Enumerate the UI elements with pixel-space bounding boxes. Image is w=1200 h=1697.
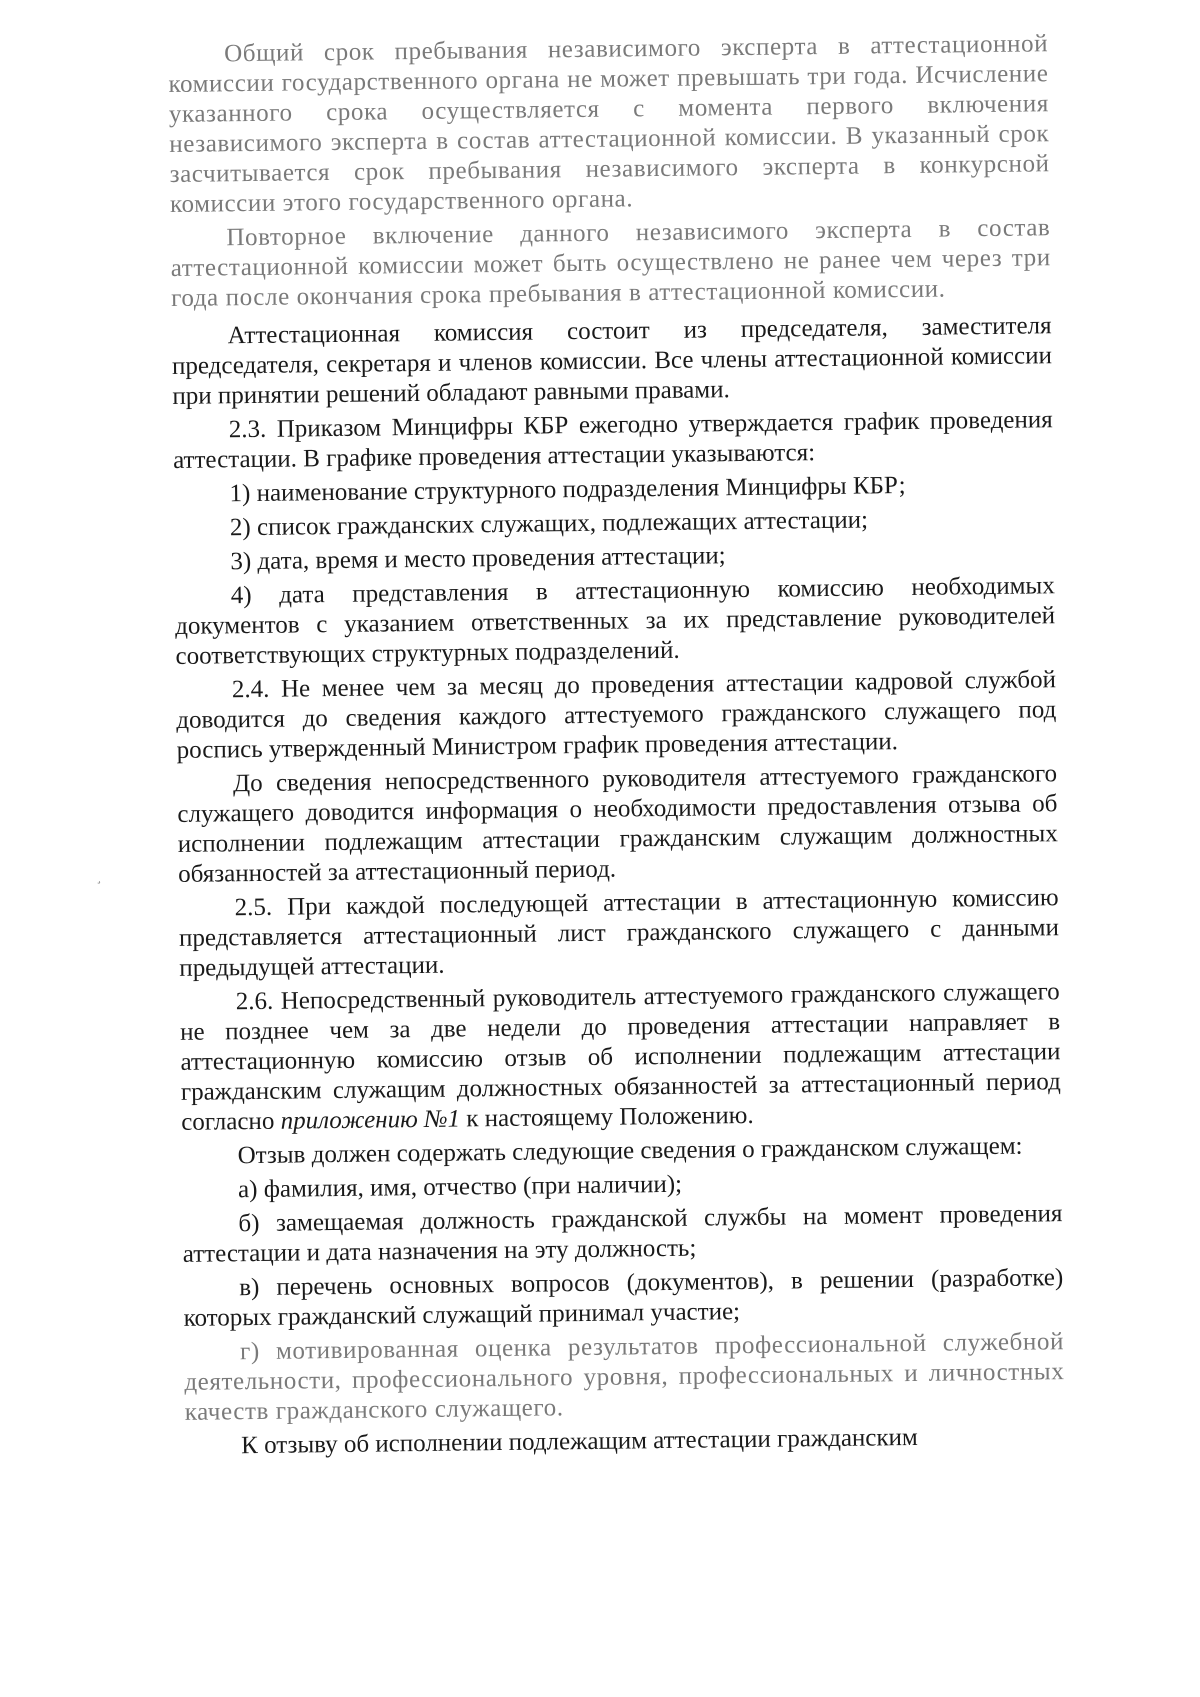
paragraph-expert-term: Общий срок пребывания независимого эксперта в аттестационной комиссии государственного органа не может превышать три года. Исчисление указанного срока осуществляется с момента первого включения независимого эксперта в состав аттестационной комиссии. В указанный срок засчитывается срок пребывания независимого эксперта в конкурсной комиссии этого государственного органа. [168,30,1050,218]
list-item-g: г) мотивированная оценка результатов профессиональной служебной деятельности, профессионального уровня, профессиональных и личностных качеств гражданского служащего. [184,1328,1065,1426]
paragraph-2-6-text-end: к настоящему Положению. [459,1101,754,1133]
document-body [168,29,1065,1466]
paragraph-2-4: 2.4. Не менее чем за месяц до проведения аттестации кадровой службой доводится до сведения каждого аттестуемого гражданского служащего под роспись утвержденный Министром график проведения аттестации. [176,666,1057,764]
list-item-4: 4) дата представления в аттестационную комиссию необходимых документов с указанием ответственных за их представление руководителей соответствующих структурных подразделений. [175,572,1056,670]
appendix-reference: приложению №1 [280,1105,461,1135]
paragraph-review-attachment: К отзыву об исполнении подлежащим аттестации гражданским [241,1423,918,1460]
paragraph-2-5: 2.5. При каждой последующей аттестации в аттестационную комиссию представляется аттестационный лист гражданского служащего с данными предыдущей аттестации. [178,884,1060,982]
list-item-3: 3) дата, время и место проведения аттестации; [230,542,726,576]
paragraph-commission-composition: Аттестационная комиссия состоит из председателя, заместителя председателя, секретаря и членов комиссии. Все члены аттестационной комиссии при принятии решений обладают равными правами. [171,312,1053,410]
list-item-v: в) перечень основных вопросов (документов), в решении (разработке) которых гражданский служащий принимал участие; [183,1264,1064,1332]
paragraph-2-3: 2.3. Приказом Минцифры КБР ежегодно утверждается график проведения аттестации. В графике проведения аттестации указываются: [172,406,1053,474]
scan-margin-mark: ¸ [96,870,102,884]
paragraph-2-6-text-start: 2.6. Непосредственный руководитель аттестуемого гражданского служащего не позднее чем за две недели до проведения аттестации направляет в аттестационную комиссию отзыв об исполнении подлежащим аттестации гражданским служащим должностных обязанностей за аттестационный период согласно [179,978,1061,1136]
list-item-1: 1) наименование структурного подразделения Минцифры КБР; [229,472,906,508]
paragraph-expert-reinclusion: Повторное включение данного независимого эксперта в состав аттестационной комиссии может быть осуществлено не ранее чем через три года после окончания срока пребывания в аттестационной комиссии. [170,214,1051,312]
list-item-a: а) фамилия, имя, отчество (при наличии); [237,1170,683,1204]
paragraph-review-content: Отзыв должен содержать следующие сведения о гражданском служащем: [237,1132,1023,1170]
list-item-b: б) замещаемая должность гражданской службы на момент проведения аттестации и дата назначения на эту должность; [182,1200,1063,1268]
paragraph-2-6 [180,977,1062,1138]
paragraph-supervisor-notice: До сведения непосредственного руководителя аттестуемого гражданского служащего доводится информация о необходимости предоставления отзыва об исполнении подлежащим аттестации гражданским служащим должностных обязанностей за аттестационный период. [177,760,1058,888]
list-item-2: 2) список гражданских служащих, подлежащих аттестации; [229,506,869,542]
